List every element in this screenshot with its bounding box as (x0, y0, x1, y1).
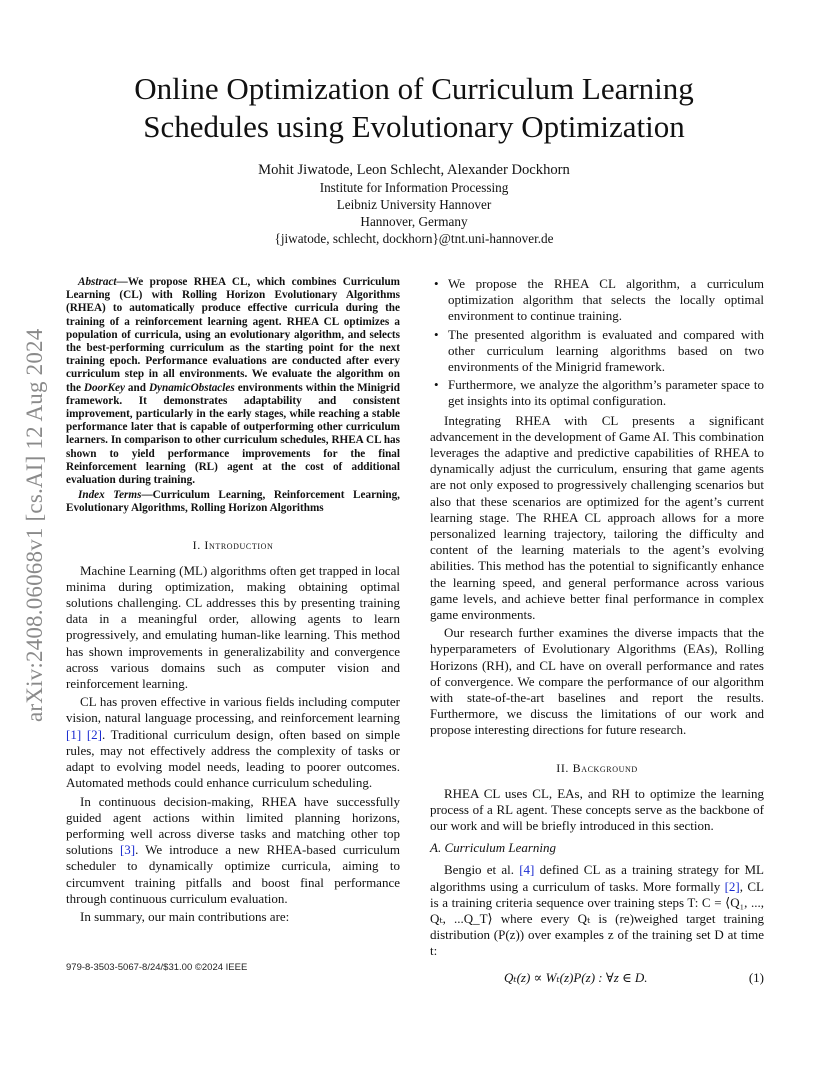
contribution-text: Furthermore, we analyze the algorithm’s parameter space to get insights into its optimal configuration. (448, 377, 764, 409)
intro-p2-text-a: CL has proven effective in various fields including computer vision, natural language processing, and reinforcement learning (66, 694, 400, 726)
affiliation-institute: Institute for Information Processing (319, 180, 509, 195)
arxiv-watermark: arXiv:2408.06068v1 [cs.AI] 12 Aug 2024 (22, 328, 47, 722)
subsection-heading-curriculum-learning: A. Curriculum Learning (430, 840, 557, 856)
bg-p2-text-b: defined CL as a training strategy for ML algorithms using a curriculum of tasks. More formally (430, 862, 764, 894)
equation-number: (1) (748, 969, 764, 985)
intro-paragraph-4: In summary, our main contributions are: (80, 908, 290, 924)
bullet-icon: • (434, 276, 439, 291)
equation-body: Qₜ(z) ∝ Wₜ(z)P(z) : ∀z ∈ D. (504, 969, 648, 985)
intro-p2-text-b: . Traditional curriculum design, often based on simple rules, may not effectively address the complexity of tasks or adapt to evolving model needs, leading to poorer outcomes. Automated methods could enhance curriculum scheduling. (66, 726, 401, 791)
list-item (430, 377, 764, 409)
right-paragraph-1: Integrating RHEA with CL presents a significant advancement in the development of Game AI. This combination leverages the adaptive and predictive capabilities of RHEA to dynamically adjust the curriculum, ensuring that game agents are not only exposed to progressively challenging scenarios but also that these scenarios are optimized for the agent’s current learning stage. The RHEA CL approach allows for a more personalized learning trajectory, tailoring the difficulty and content of the learning materials to the agent’s evolving abilities. This method has the potential to significantly enhance the learning speed, and general performance across various game levels, and achieve better final performance in complex game environments. (430, 412, 764, 623)
citation-link[interactable]: [2] (724, 878, 740, 894)
section-heading-background: II. Background (556, 760, 638, 775)
background-paragraph-1: RHEA CL uses CL, EAs, and RH to optimize the learning process of a RL agent. These concepts serve as the backbone of our work and will be briefly introduced in this section. (430, 785, 764, 834)
list-item (430, 276, 764, 325)
abstract-env-dynamicobstacles: DynamicObstacles (148, 381, 235, 394)
abstract-env-doorkey: DoorKey (83, 381, 125, 394)
intro-paragraph-2 (66, 694, 400, 791)
abstract-and: and (124, 381, 149, 394)
title-line-2: Schedules using Evolutionary Optimization (143, 109, 685, 144)
citation-link[interactable]: [2] (86, 726, 102, 742)
contribution-text: We propose the RHEA CL algorithm, a curriculum optimization algorithm that selects the locally optimal environment to continue training. (448, 276, 764, 324)
section-heading-introduction: I. Introduction (192, 537, 274, 552)
intro-paragraph-1: Machine Learning (ML) algorithms often get trapped in local minima during optimization, making obtaining optimal solutions challenging. CL addresses this by presenting training data in a meaningful order, allowing agents to learn progressively, and emulating human-like learning. This method has shown improvements in generalizability and convergence across various domains such as computer vision and reinforcement learning. (66, 562, 400, 692)
author-names: Mohit Jiwatode, Leon Schlecht, Alexander Dockhorn (258, 162, 570, 178)
bullet-icon: • (434, 377, 439, 393)
list-item (430, 327, 764, 376)
citation-link[interactable]: [1] (66, 726, 82, 742)
abstract (66, 276, 400, 487)
citation-link[interactable]: [4] (519, 862, 535, 878)
background-paragraph-2 (430, 862, 764, 959)
bullet-icon: • (434, 326, 439, 342)
bg-p2-text-a: Bengio et al. (444, 862, 520, 878)
abstract-dash: — (116, 276, 128, 288)
index-terms-label: Index Terms (78, 489, 142, 502)
abstract-label: Abstract (78, 276, 117, 288)
intro-p3-text-a: In continuous decision-making, RHEA have successfully guided agent actions within limited planning horizons, performing well across diverse tasks and matching other top solutions (66, 793, 400, 858)
abstract-text-2: environments within the Minigrid framework. It demonstrates adaptability and consistent improvement, particularly in the early stages, while reaching a stable performance later that is capable of outperforming other curriculum learners. In comparison to other curriculum schedules, RHEA CL has shown to yield performance improvements for the final Reinforcement learning (RL) agent at the cost of additional evaluation during training. (66, 381, 400, 487)
abstract-text-1: We propose RHEA CL, which combines Curriculum Learning (CL) with Rolling Horizon Evolutionary Algorithms (RHEA) to automatically produce effective curricula during the training of a reinforcement learning agent. RHEA CL optimizes a population of curricula, using an evolutionary algorithm, and selects the best-performing curriculum as the starting point for the next training epoch. Performance evaluations are conducted after every curriculum step in all environments. We evaluate the algorithm on the (66, 276, 400, 394)
index-terms-dash: — (141, 489, 153, 502)
paper-title (80, 70, 748, 146)
right-column (430, 276, 764, 986)
contributions-list (430, 276, 764, 410)
left-column (66, 276, 400, 927)
index-terms (66, 489, 400, 515)
author-block (80, 162, 748, 247)
intro-paragraph-3 (66, 794, 400, 907)
right-paragraph-2: Our research further examines the diverse impacts that the hyperparameters of Evolutionary Algorithms (EAs), Rolling Horizons (RH), and CL have on overall performance and rates of convergence. We compare the performance of our algorithm with state-of-the-art baselines and report the results. Furthermore, we discuss the limitations of our work and propose interesting directions for future research. (430, 625, 764, 738)
contribution-text: The presented algorithm is evaluated and compared with other curriculum learning algorithms based on two environments of the Minigrid framework. (448, 326, 764, 375)
affiliation-university: Leibniz University Hannover (336, 197, 492, 212)
bg-p2-text-c: , CL is a training criteria sequence over training steps T: C = ⟨Q₁, ..., Qₜ, ...Q_T⟩ where every Qₜ is (re)weighed target training distribution (P(z)) over examples z of the training set D at time t: (430, 878, 764, 959)
affiliation-location: Hannover, Germany (360, 214, 468, 229)
affiliation-emails: {jiwatode, schlecht, dockhorn}@tnt.uni-hannover.de (274, 231, 554, 246)
equation-1 (430, 970, 764, 986)
copyright-footnote: 979-8-3503-5067-8/24/$31.00 ©2024 IEEE (66, 962, 248, 973)
title-line-1: Online Optimization of Curriculum Learning (134, 71, 694, 106)
index-terms-text: Curriculum Learning, Reinforcement Learning, Evolutionary Algorithms, Rolling Horizon Algorithms (66, 489, 400, 515)
intro-p3-text-b: . We introduce a new RHEA-based curriculum scheduler to dynamically optimize curricula, aiming to circumvent training pitfalls and boost final performance through continuous curriculum evaluation. (66, 842, 400, 906)
citation-link[interactable]: [3] (119, 842, 136, 858)
